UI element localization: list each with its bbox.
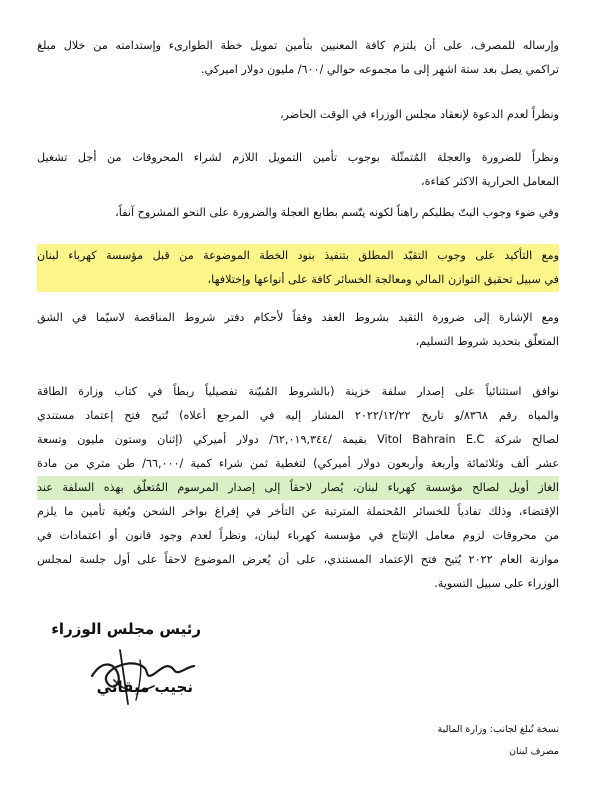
text-line: ونظراً لعدم الدعوة لإنعقاد مجلس الوزراء في الوقت الحاضر، bbox=[279, 108, 559, 121]
signatory-name: نجيب ميقاتي bbox=[96, 678, 193, 696]
handwritten-signature bbox=[84, 640, 204, 710]
paragraph-no-council-session bbox=[37, 103, 559, 127]
signature-title: رئيس مجلس الوزراء bbox=[51, 620, 201, 638]
highlighted-text-line: الغاز أويل لصالح مؤسسة كهرباء لبنان، يُصار لاحقاً إلى إصدار المرسوم المُتعلّق بهذه السلفة عند bbox=[37, 476, 559, 500]
paragraph-funding-commitment bbox=[37, 34, 559, 82]
text-line: نوافق استثنائياً على إصدار سلفة خزينة (بالشروط المُبيّنة تفصيلياً ربطاً في كتاب وزارة الطاقة bbox=[37, 385, 559, 398]
paragraph-plan-compliance bbox=[37, 244, 559, 292]
text-line: تراكمي يصل بعد ستة اشهر إلى ما مجموعه حوالي /٦٠٠/ مليون دولار اميركي. bbox=[201, 63, 559, 76]
text-line: لصالح شركة Vitol Bahrain E.C بقيمة /٦٢,٠١٩,٣٤٤/ دولار أميركي (إثنان وستون مليون وتسعة bbox=[37, 433, 559, 446]
highlighted-text-line: في سبيل تحقيق التوازن المالي ومعالجة الخسائر كافة على أنواعها وإختلافها، bbox=[37, 268, 559, 292]
paragraph-approval bbox=[37, 380, 559, 596]
text-line: الوزراء على سبيل التسوية. bbox=[434, 577, 559, 590]
paragraph-contract-terms bbox=[37, 306, 559, 354]
text-line: ومع الإشارة إلى ضرورة التقيد بشروط العقد وفقاً لأحكام دفتر شروط المناقصة لاسيّما في الشق bbox=[37, 311, 559, 324]
text-line: ونظراً للضرورة والعجلة المُتمثّلة بوجوب تأمين التمويل اللازم لشراء المحروقات من أجل تشغيل bbox=[37, 151, 559, 164]
highlighted-text-line: ومع التأكيد على وجوب التقيّد المطلق بتنفيذ بنود الخطة الموضوعة من قبل مؤسسة كهرباء لبنان bbox=[37, 244, 559, 268]
text-line: الإقتضاء، وذلك تفادياً للخسائر المُحتملة المترتبة عن التأخر في إفراغ بواخر الشحن وبُغية تأمين ما يلزم bbox=[37, 505, 559, 518]
paragraph-urgency bbox=[37, 146, 559, 194]
text-line: وفي ضوء وجوب البتّ بطلبكم راهناً لكونه يتّسم بطابع العجلة والضرورة على النحو المشروح آنفاً، bbox=[115, 206, 559, 219]
copies-recipient-item: مصرف لبنان bbox=[509, 746, 559, 757]
text-line: موازنة العام ٢٠٢٢ يُتيح فتح الإعتماد المستندي، على أن يُعرض الموضوع لاحقاً على أول جلسة لمجلس bbox=[37, 553, 559, 566]
paragraph-decision-required bbox=[37, 201, 559, 225]
text-line: وإرساله للمصرف، على أن يلتزم كافة المعنيين بتأمين تمويل خطة الطوارىء وإستدامته من خلال مبلغ bbox=[37, 39, 559, 52]
text-line: المعامل الحرارية الاكثر كفاءة، bbox=[421, 175, 559, 188]
copies-recipients-label: نسخة تُبلغ لجانب: وزارة المالية bbox=[437, 724, 559, 735]
text-line: عشر ألف وثلاثمائة وأربعة وأربعون دولار أميركي) لتغطية ثمن شراء كمية /٦٦,٠٠٠/ طن متري من مادة bbox=[37, 457, 559, 470]
text-line: من محروقات لزوم معامل الإنتاج في مؤسسة كهرباء لبنان، ونظراً لعدم وجود قانون أو اعتمادات في bbox=[37, 529, 559, 542]
text-line: والمياه رقم ٨٣٦٨/و تاريخ ٢٠٢٢/١٢/٢٢ المشار إليه في المرجع أعلاه) تُتيح فتح إعتماد مستندي bbox=[37, 409, 559, 422]
text-line: المتعلّق بتحديد شروط التسليم، bbox=[415, 335, 559, 348]
